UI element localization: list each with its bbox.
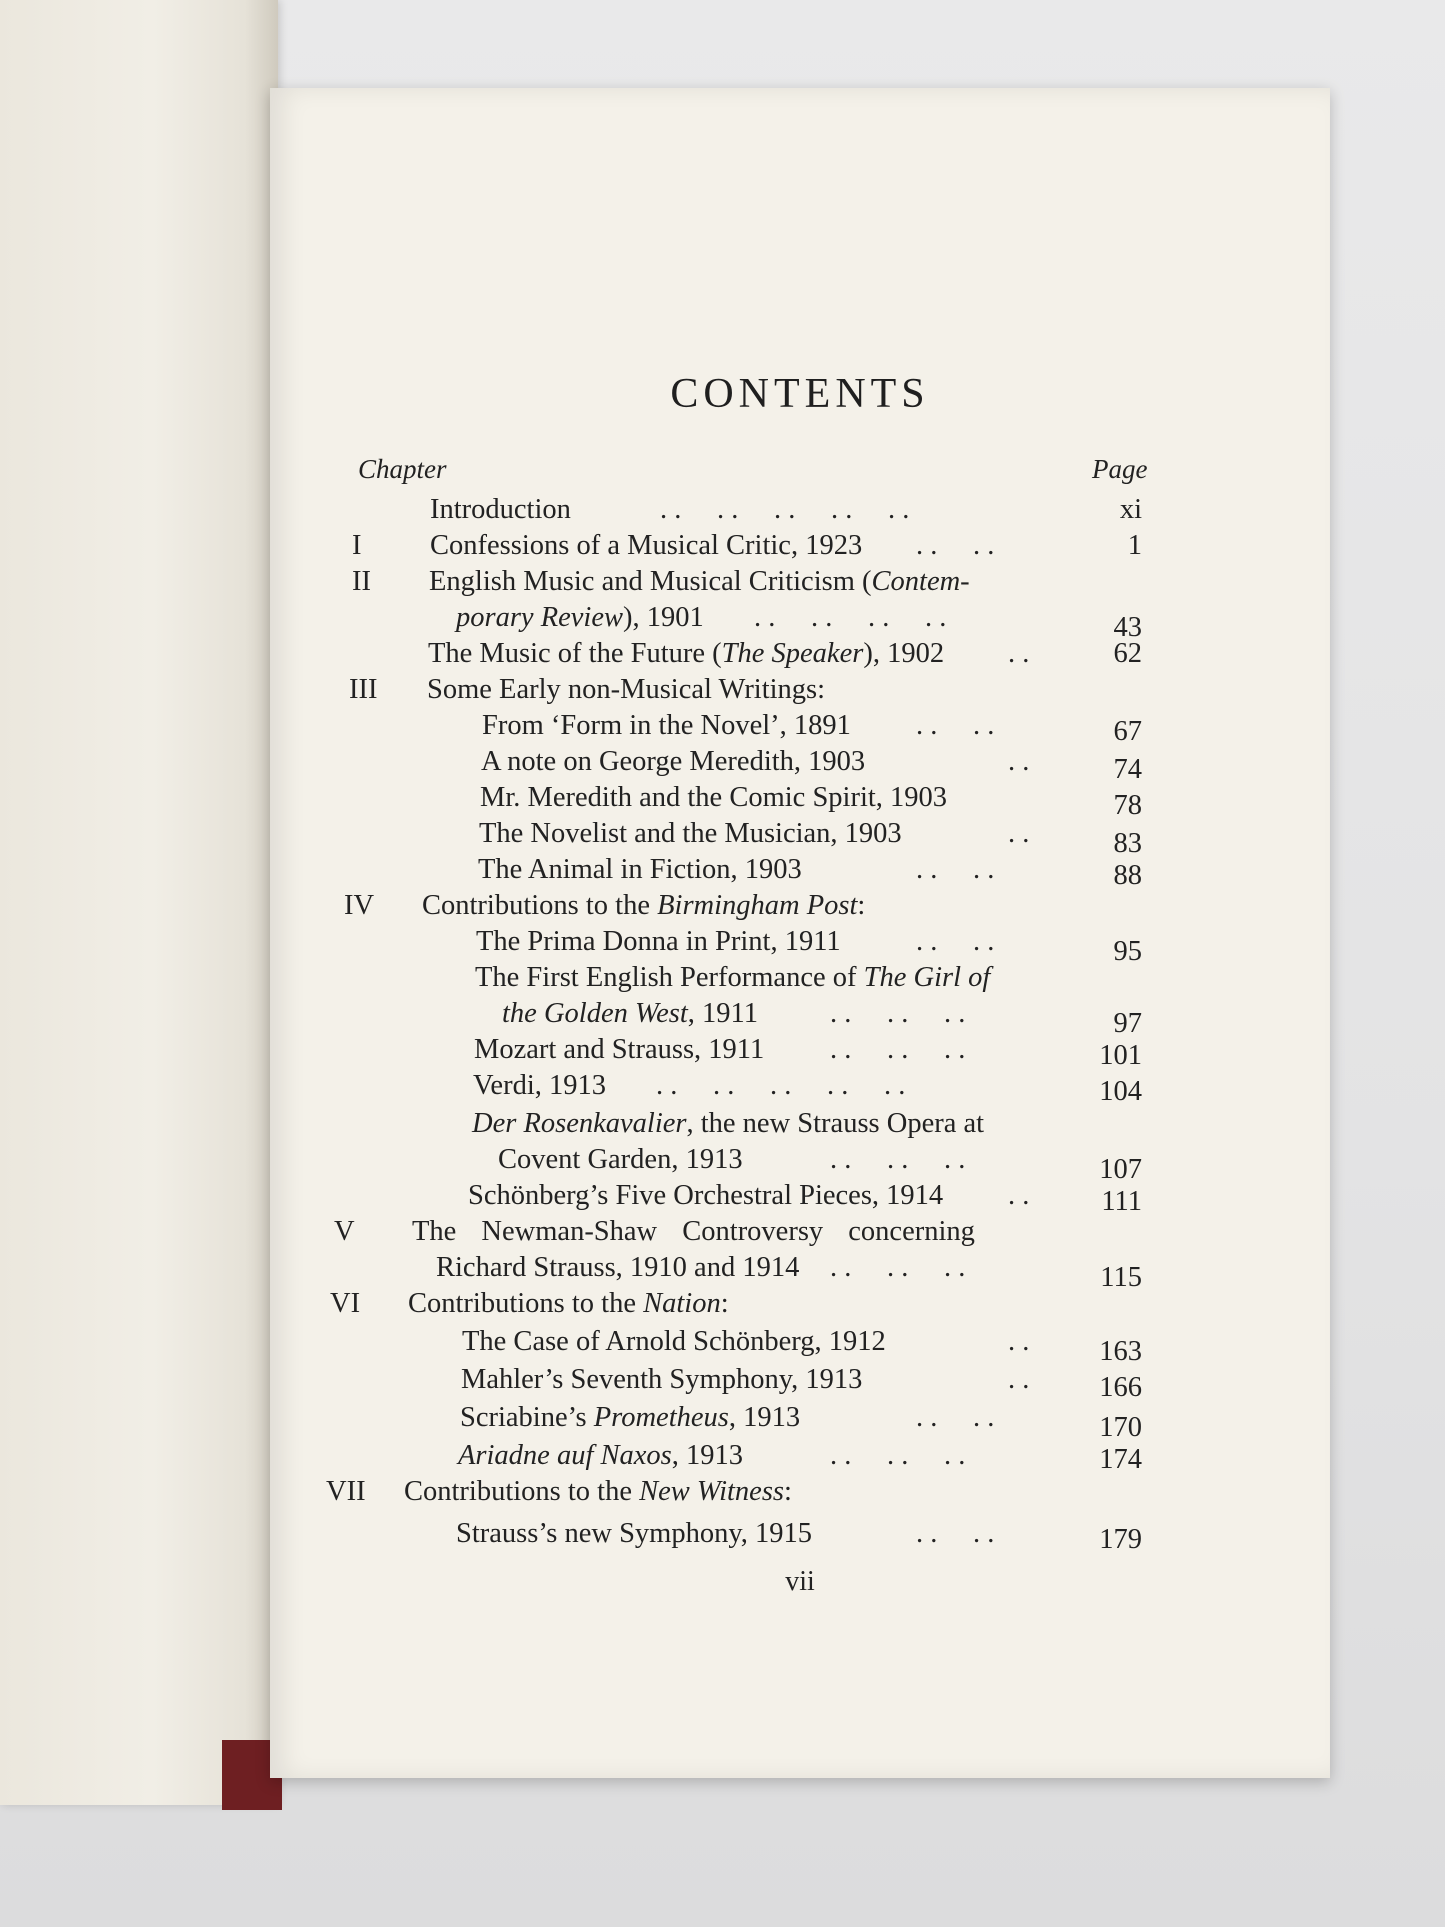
title-text: :	[857, 890, 866, 921]
page-number: 97	[1113, 1008, 1142, 1039]
title-text: Scriabine’s	[460, 1402, 594, 1433]
entry-title: Mr. Meredith and the Comic Spirit, 1903	[480, 782, 948, 813]
entry-title: Verdi, 1913	[473, 1070, 606, 1101]
toc-entry	[270, 674, 1330, 710]
title-text: The First English Performance of	[475, 962, 864, 993]
leader-dots: . . . .	[916, 710, 995, 741]
chapter-column-header: Chapter	[358, 454, 447, 484]
title-text: , 1913	[728, 1402, 801, 1433]
title-text: The Music of the Future (	[428, 638, 722, 669]
page-number: 115	[1100, 1262, 1142, 1293]
entry-title: A note on George Meredith, 1903	[481, 746, 866, 777]
entry-title: Some Early non-Musical Writings:	[427, 674, 826, 705]
page-number: 111	[1101, 1186, 1142, 1217]
title-text: Contributions to the	[404, 1476, 640, 1507]
entry-title: Schönberg’s Five Orchestral Pieces, 1914	[468, 1180, 944, 1211]
title-text: :	[720, 1288, 729, 1319]
title-italic: New Witness	[639, 1476, 785, 1507]
chapter-number: III	[349, 674, 378, 705]
toc-entry	[270, 1476, 1330, 1512]
leader-dots: . . . . . .	[830, 998, 966, 1029]
leader-dots: . .	[1008, 1180, 1030, 1211]
entry-title: The Novelist and the Musician, 1903	[479, 818, 902, 849]
leader-dots: . . . .	[916, 1518, 995, 1549]
title-text: English Music and Musical Criticism (	[429, 566, 872, 597]
page-number: 78	[1113, 790, 1142, 821]
leader-dots: . .	[1008, 746, 1030, 777]
entry-title: Covent Garden, 1913	[498, 1144, 743, 1175]
toc-entry	[270, 782, 1330, 821]
entry-title: The Animal in Fiction, 1903	[478, 854, 802, 885]
entry-title	[408, 1288, 729, 1320]
entry-title: From ‘Form in the Novel’, 1891	[482, 710, 851, 741]
page-number: 179	[1099, 1524, 1142, 1555]
right-page	[270, 88, 1330, 1778]
toc-entry	[270, 818, 1330, 859]
entry-title	[404, 1476, 792, 1508]
leader-dots: . . . . . . . . . .	[656, 1070, 906, 1101]
page-number: 174	[1099, 1444, 1142, 1475]
entry-title: Mozart and Strauss, 1911	[474, 1034, 765, 1065]
chapter-number: II	[352, 566, 371, 597]
toc-entry	[270, 494, 1330, 530]
entry-title: Strauss’s new Symphony, 1915	[456, 1518, 812, 1549]
page-number: 104	[1099, 1076, 1142, 1107]
entry-title	[475, 962, 990, 994]
entry-title	[422, 890, 865, 922]
title-italic: Prometheus	[593, 1402, 729, 1433]
title-italic: porary Review	[456, 602, 623, 633]
toc-entry	[270, 1326, 1330, 1367]
title-text: , the new Strauss Opera at	[686, 1108, 985, 1139]
toc-entry	[270, 1364, 1330, 1403]
title-italic: The Girl of	[863, 962, 991, 993]
title-text: Contributions to the	[408, 1288, 644, 1319]
page-number: 101	[1099, 1040, 1142, 1071]
title-italic: Nation	[643, 1288, 721, 1319]
toc-entry	[270, 1402, 1330, 1443]
toc-entry	[270, 962, 1330, 998]
page-number: 107	[1099, 1154, 1142, 1185]
toc-entry	[270, 1034, 1330, 1070]
title-italic: Birmingham Post	[657, 890, 858, 921]
title-text: ), 1902	[863, 638, 945, 669]
title-italic: Contem-	[871, 566, 970, 597]
chapter-number: VII	[326, 1476, 366, 1507]
page-number: 1	[1127, 530, 1142, 561]
leader-dots: . . . .	[916, 926, 995, 957]
entry-title	[456, 602, 704, 634]
page-number: 83	[1113, 828, 1142, 859]
page-number: 170	[1099, 1412, 1142, 1443]
title-italic: Der Rosenkavalier	[472, 1108, 687, 1139]
entry-title	[429, 566, 970, 598]
title-text: , 1911	[687, 998, 758, 1029]
leader-dots: . . . .	[916, 854, 995, 885]
title-italic: Ariadne auf Naxos	[458, 1440, 672, 1471]
title-text: , 1913	[671, 1440, 743, 1471]
chapter-number: V	[334, 1216, 355, 1247]
leader-dots: . . . . . .	[830, 1144, 966, 1175]
entry-title: Introduction	[430, 494, 571, 525]
toc-entry	[270, 1288, 1330, 1324]
page-number: 74	[1113, 754, 1142, 785]
toc-entry	[270, 1216, 1330, 1252]
title-italic: The Speaker	[721, 638, 864, 669]
leader-dots: . . . .	[916, 1402, 995, 1433]
toc-entry	[270, 854, 1330, 890]
leader-dots: . .	[1008, 1326, 1030, 1357]
entry-title: The Case of Arnold Schönberg, 1912	[462, 1326, 886, 1357]
left-page	[0, 0, 278, 1805]
page-column-header: Page	[1092, 454, 1148, 484]
toc-entry	[270, 746, 1330, 785]
entry-title	[460, 1402, 800, 1434]
title-text: ), 1901	[623, 602, 704, 633]
toc-entry	[270, 566, 1330, 602]
entry-title: The Newman-Shaw Controversy concerning	[412, 1216, 975, 1247]
entry-title: Confessions of a Musical Critic, 1923	[430, 530, 863, 561]
toc-entry	[270, 1252, 1330, 1293]
leader-dots: . . . . . .	[830, 1034, 966, 1065]
toc-entry	[270, 602, 1330, 643]
toc-entry	[270, 998, 1330, 1039]
page-number: 67	[1113, 716, 1142, 747]
leader-dots: . .	[1008, 818, 1030, 849]
entry-title	[472, 1108, 984, 1140]
leader-dots: . . . . . . . .	[754, 602, 947, 633]
chapter-number: VI	[330, 1288, 361, 1319]
entry-title	[502, 998, 758, 1030]
toc-entry	[270, 1070, 1330, 1106]
page-number: 163	[1099, 1336, 1142, 1367]
toc-entry	[270, 1180, 1330, 1216]
page-number: 43	[1113, 612, 1142, 643]
page-number: xi	[1119, 494, 1142, 525]
leader-dots: . . . .	[916, 530, 995, 561]
toc-entry	[270, 926, 1330, 967]
toc-entry	[270, 530, 1330, 566]
toc-entry	[270, 1108, 1330, 1144]
entry-title: Richard Strauss, 1910 and 1914	[436, 1252, 800, 1283]
entry-title	[458, 1440, 743, 1472]
toc-entry	[270, 638, 1330, 674]
page-folio: vii	[785, 1566, 815, 1597]
page-number: 95	[1113, 936, 1142, 967]
page-number: 62	[1113, 638, 1142, 669]
leader-dots: . .	[1008, 1364, 1030, 1395]
page-number: 166	[1099, 1372, 1142, 1403]
title-text: :	[784, 1476, 792, 1507]
toc-entry	[270, 1144, 1330, 1185]
toc-entry	[270, 1440, 1330, 1476]
leader-dots: . .	[1008, 638, 1030, 669]
entry-title: The Prima Donna in Print, 1911	[476, 926, 841, 957]
leader-dots: . . . . . . . . . .	[660, 494, 910, 525]
leader-dots: . . . . . .	[830, 1440, 966, 1471]
table-of-contents	[270, 88, 1330, 1778]
toc-entry	[270, 890, 1330, 926]
chapter-number: IV	[344, 890, 375, 921]
title-italic: the Golden West	[502, 998, 688, 1029]
page-title: CONTENTS	[670, 371, 930, 417]
toc-entry	[270, 1518, 1330, 1554]
toc-entry	[270, 710, 1330, 746]
leader-dots: . . . . . .	[830, 1252, 966, 1283]
title-text: Contributions to the	[422, 890, 658, 921]
entry-title	[428, 638, 944, 670]
page-number: 88	[1113, 860, 1142, 891]
entry-title: Mahler’s Seventh Symphony, 1913	[461, 1364, 863, 1395]
chapter-number: I	[352, 530, 362, 561]
